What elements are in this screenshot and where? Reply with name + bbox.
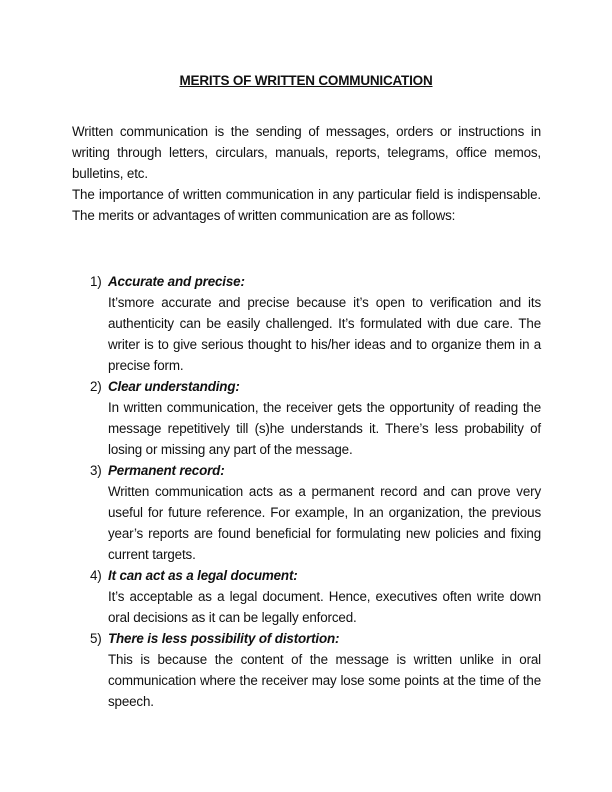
- merit-heading: Clear understanding:: [108, 379, 240, 394]
- merit-body: In written communication, the receiver gets the opportunity of reading the message repetitively till (s)he understands it. There’s less probability of losing or missing any part of the message.: [108, 400, 541, 457]
- merits-list: [90, 271, 541, 712]
- merit-item-3: [90, 460, 541, 565]
- merit-number: 1): [90, 274, 102, 289]
- merit-heading: Accurate and precise:: [108, 274, 245, 289]
- merit-item-4: [90, 565, 541, 628]
- merit-heading: There is less possibility of distortion:: [108, 631, 340, 646]
- merit-number: 3): [90, 463, 102, 478]
- intro-paragraph-2: The importance of written communication in any particular field is indispensable. The merits or advantages of written communication are as follows:: [72, 187, 541, 223]
- merit-body: It’s acceptable as a legal document. Hence, executives often write down oral decisions as it can be legally enforced.: [108, 589, 541, 625]
- merit-item-1: [90, 271, 541, 376]
- merit-number: 5): [90, 631, 102, 646]
- merit-number: 4): [90, 568, 102, 583]
- merit-item-2: [90, 376, 541, 460]
- merit-body: It’smore accurate and precise because it’s open to verification and its authenticity can be easily challenged. It’s formulated with due care. The writer is to give serious thought to his/her ideas and to organize them in a precise form.: [108, 295, 541, 373]
- merit-heading: It can act as a legal document:: [108, 568, 298, 583]
- document-title: MERITS OF WRITTEN COMMUNICATION: [179, 73, 433, 88]
- merit-number: 2): [90, 379, 102, 394]
- merit-body: Written communication acts as a permanent record and can prove very useful for future reference. For example, In an organization, the previous year’s reports are found beneficial for formulating new policies and fixing current targets.: [108, 484, 541, 562]
- merit-item-5: [90, 628, 541, 712]
- intro-paragraph-1: Written communication is the sending of messages, orders or instructions in writing through letters, circulars, manuals, reports, telegrams, office memos, bulletins, etc.: [72, 124, 541, 181]
- merit-body: This is because the content of the message is written unlike in oral communication where the receiver may lose some points at the time of the speech.: [108, 652, 541, 709]
- merit-heading: Permanent record:: [108, 463, 225, 478]
